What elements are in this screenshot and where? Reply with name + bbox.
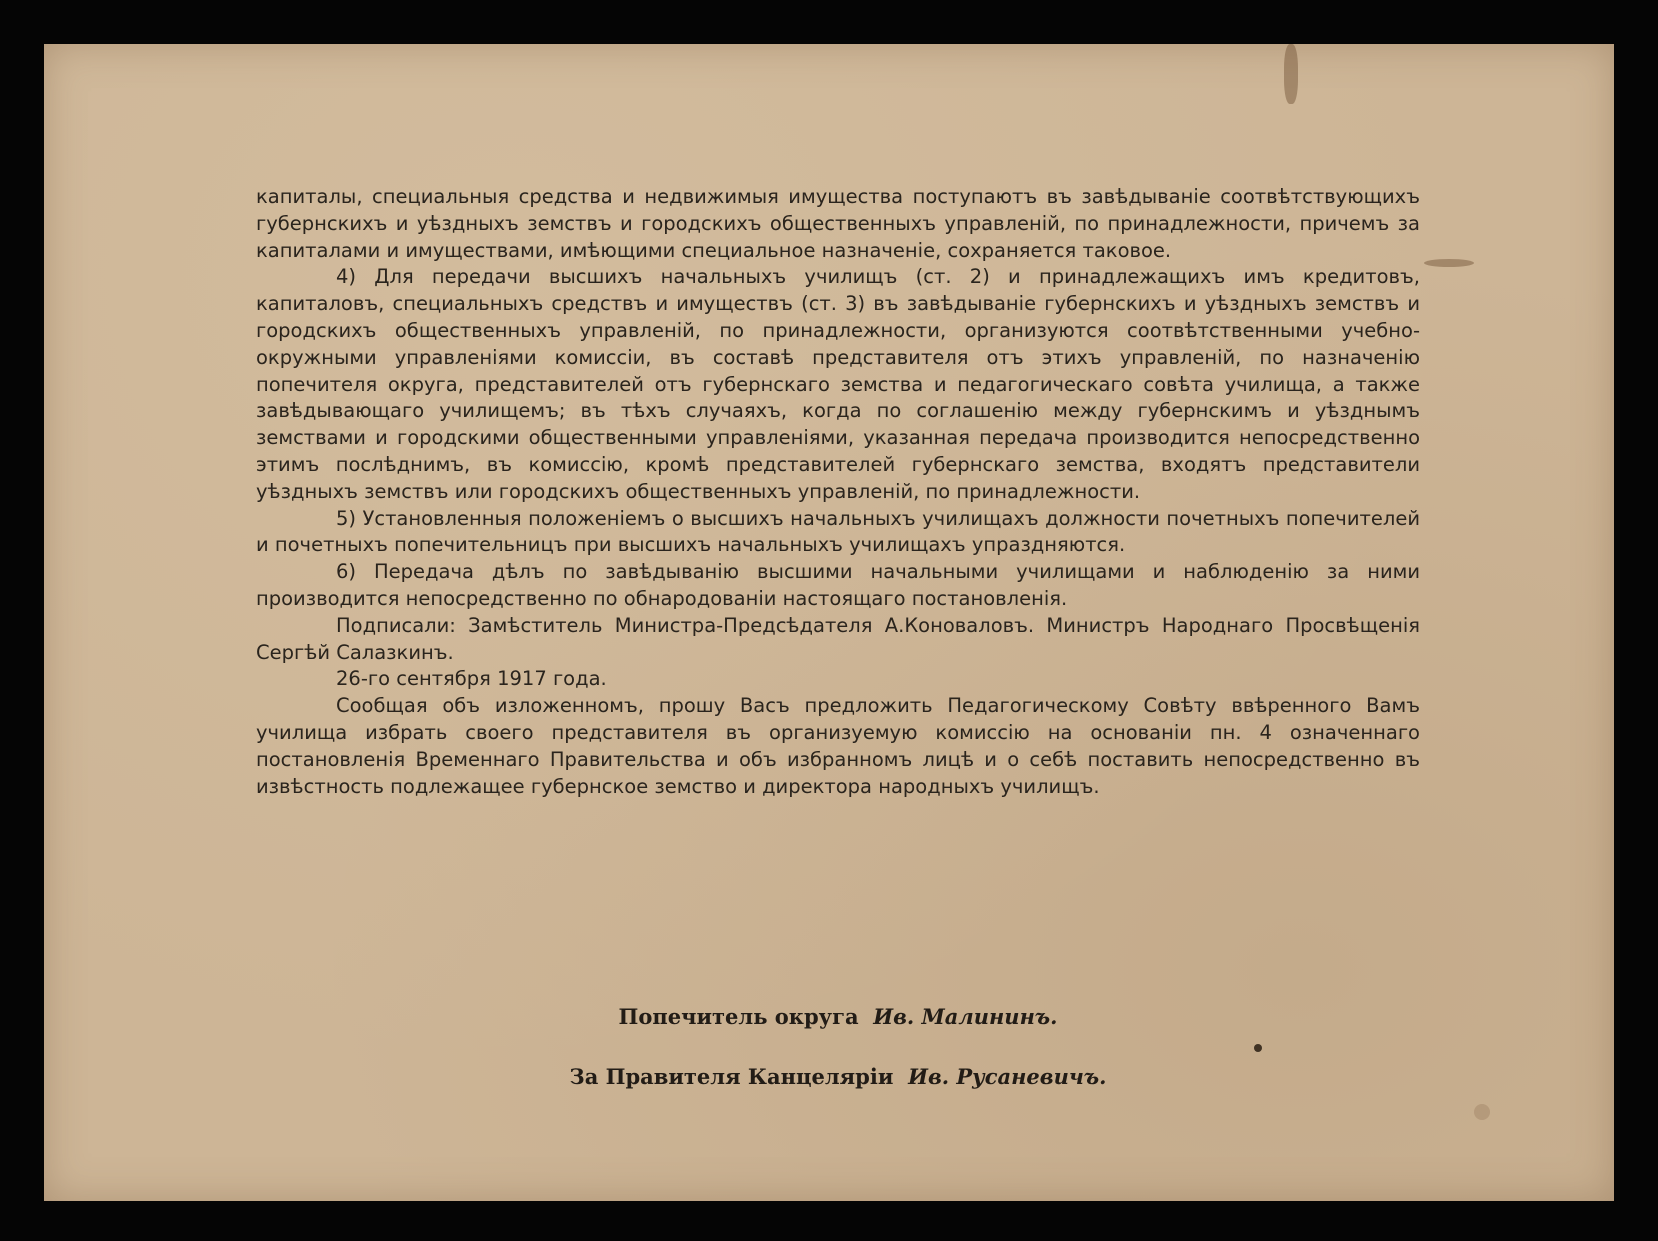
document-sheet: [44, 44, 1614, 1201]
paper-stain: [1284, 44, 1298, 104]
signature-title: Попечитель округа: [618, 1004, 859, 1029]
paragraph-1: капиталы, специальныя средства и недвижимыя имущества поступаютъ въ завѣдываніе соотвѣтствующихъ губернскихъ и уѣздныхъ земствъ и городскихъ общественныхъ управленій, по принадлежности, причемъ за капиталами и имуществами, имѣющими специальное назначеніе, сохраняется таковое.: [256, 185, 1420, 262]
signature-name: Ив. Русаневичъ.: [908, 1064, 1107, 1089]
document-body: [256, 184, 1420, 800]
signature-title: За Правителя Канцеляріи: [569, 1064, 894, 1089]
signature-name: Ив. Малининъ.: [873, 1004, 1058, 1029]
paragraph-3: 5) Установленныя положеніемъ о высшихъ начальныхъ училищахъ должности почетныхъ попечителей и почетныхъ попечительницъ при высшихъ начальныхъ училищахъ упраздняются.: [256, 506, 1420, 557]
paragraph-7: Сообщая объ изложенномъ, прошу Васъ предложить Педагогическому Совѣту ввѣренного Вамъ училища избрать своего представителя въ организуемую комиссію на основаніи пн. 4 означеннаго постановленія Временнаго Правительства и объ избранномъ лицѣ и о себѣ поставить непосредственно въ извѣстность подлежащее губернское земство и директора народныхъ училищъ.: [256, 694, 1420, 798]
paragraph-2: 4) Для передачи высшихъ начальныхъ училищъ (ст. 2) и принадлежащихъ имъ кредитовъ, капиталовъ, специальныхъ средствъ и имуществъ (ст. 3) въ завѣдываніе губернскихъ и уѣздныхъ земствъ и городскихъ общественныхъ управленій, по принадлежности, организуются соотвѣтственными учебно-окружными управленіями комиссіи, въ составѣ представителя отъ этихъ управленій, по назначенію попечителя округа, представителей отъ губернскаго земства и педагогическаго совѣта училища, а также завѣдывающаго училищемъ; въ тѣхъ случаяхъ, когда по соглашенію между губернскимъ и уѣзднымъ земствами и городскими общественными управленіями, указанная передача производится непосредственно этимъ послѣднимъ, въ комиссію, кромѣ представителей губернскаго земства, входятъ представители уѣздныхъ земствъ или городскихъ общественныхъ управленій, по принадлежности.: [256, 265, 1420, 503]
paragraph-4: 6) Передача дѣлъ по завѣдыванію высшими начальными училищами и наблюденію за ними производится непосредственно по обнародованіи настоящаго постановленія.: [256, 560, 1420, 610]
paragraph-6: 26-го сентября 1917 года.: [336, 667, 607, 691]
signature-line: [256, 1064, 1420, 1094]
signature-line: [256, 1004, 1420, 1034]
signature-block: [256, 1004, 1420, 1124]
paper-stain: [1424, 259, 1474, 267]
paper-stain: [1474, 1104, 1490, 1120]
paragraph-5: Подписали: Замѣститель Министра-Предсѣдателя А.Коноваловъ. Министръ Народнаго Просвѣщенія Сергѣй Салазкинъ.: [256, 613, 1420, 664]
